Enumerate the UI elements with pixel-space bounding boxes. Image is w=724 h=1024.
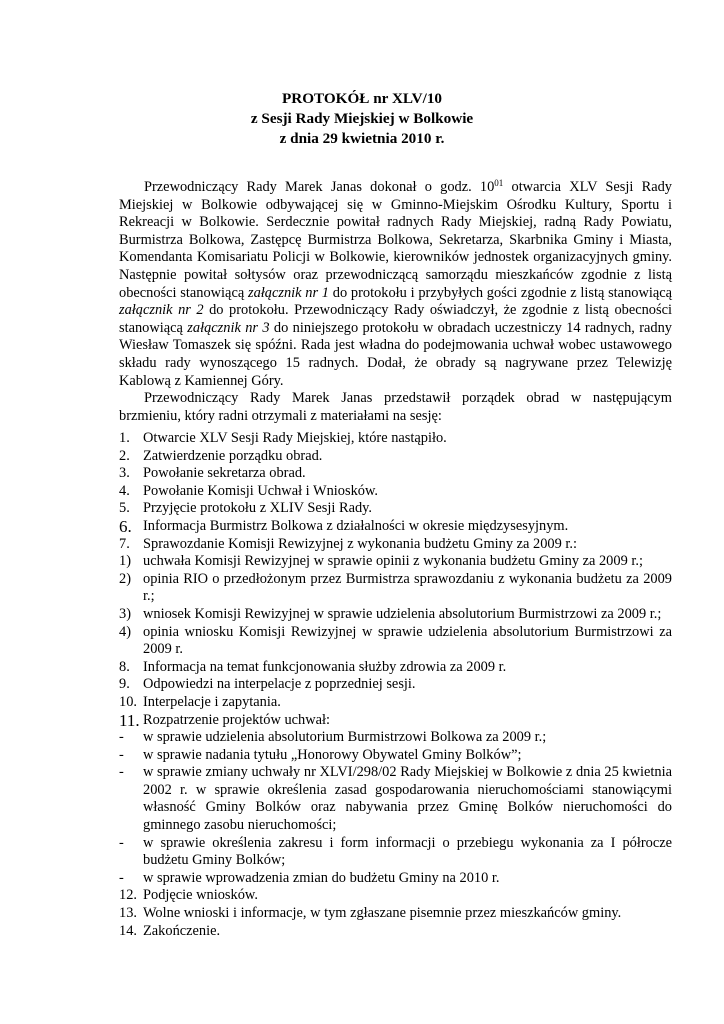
- agenda-item: [119, 676, 672, 694]
- agenda-marker: 9.: [119, 676, 130, 693]
- agenda-marker: 5.: [119, 500, 130, 517]
- agenda-marker: 3.: [119, 465, 130, 482]
- agenda-marker: 6.: [119, 516, 132, 536]
- agenda-text: w sprawie udzielenia absolutorium Burmistrzowi Bolkowa za 2009 r.;: [143, 729, 547, 746]
- intro-p1-c: do protokołu i przybyłych gości zgodnie z listą stanowiącą: [329, 284, 673, 301]
- agenda-text: Interpelacje i zapytania.: [143, 693, 281, 710]
- agenda-item: [119, 712, 672, 730]
- agenda-resolution: [119, 835, 672, 870]
- intro-paragraph-1: [119, 179, 672, 390]
- agenda-marker: 4.: [119, 482, 130, 499]
- agenda-text: Wolne wnioski i informacje, w tym zgłaszane pisemnie przez mieszkańców gminy.: [143, 905, 622, 922]
- agenda-marker: 14.: [119, 922, 137, 939]
- title-line-1: PROTOKÓŁ nr XLV/10: [281, 90, 443, 107]
- agenda-marker: 11.: [119, 710, 140, 730]
- agenda-text: Powołanie sekretarza obrad.: [143, 465, 306, 482]
- intro-p1-a: Przewodniczący Rady Marek Janas dokonał o godz. 10: [144, 179, 495, 195]
- agenda-text: Informacja na temat funkcjonowania służby zdrowia za 2009 r.: [143, 658, 507, 675]
- agenda-resolution: [119, 729, 672, 747]
- agenda-item: [119, 448, 672, 466]
- intro-p1-d: do protokołu. Przewodniczący Rady oświadczył, że zgodnie z listą obecności stanowiącą: [119, 302, 672, 336]
- agenda-list: [119, 430, 672, 940]
- agenda-text: Rozpatrzenie projektów uchwał:: [143, 711, 331, 728]
- document-title: [0, 89, 724, 149]
- intro-p1-b: otwarcia XLV Sesji Rady Miejskiej w Bolkowie odbywającej się w Gminno-Miejskim Ośrodku Kultury, Sportu i Rekreacji w Bolkowie. Serdecznie powitał radnych Rady Miejskiej, radną Rady Powiatu, Burmistrza Bolkowa, Zastępcę Burmistrza Bolkowa, Sekretarza, Skarbnika Gminy i Miasta, Komendanta Komisariatu Policji w Bolkowie, kierowników jednostek organizacyjnych gminy. Następnie powitał sołtysów oraz przewodniczącą samorządu mieszkańców zgodnie z listą obecności stanowiącą: [119, 179, 672, 301]
- agenda-resolution: [119, 764, 672, 834]
- title-line-2: z Sesji Rady Miejskiej w Bolkowie: [250, 110, 474, 127]
- agenda-subitem: [119, 553, 672, 571]
- agenda-text: uchwała Komisji Rewizyjnej w sprawie opinii z wykonania budżetu Gminy za 2009 r.;: [143, 553, 643, 570]
- title-line-3: z dnia 29 kwietnia 2010 r.: [279, 130, 445, 147]
- agenda-item: [119, 500, 672, 518]
- dash-marker: -: [119, 764, 124, 781]
- agenda-text: wniosek Komisji Rewizyjnej w sprawie udzielenia absolutorium Burmistrzowi za 2009 r.;: [143, 605, 662, 622]
- dash-marker: -: [119, 834, 124, 851]
- agenda-subitem: [119, 571, 672, 606]
- agenda-item: [119, 694, 672, 712]
- agenda-text: Przyjęcie protokołu z XLIV Sesji Rady.: [143, 500, 373, 517]
- agenda-item: [119, 923, 672, 941]
- intro-p1-time-minutes: 01: [494, 178, 504, 188]
- agenda-text: opinia wniosku Komisji Rewizyjnej w sprawie udzielenia absolutorium Burmistrzowi za 2009 r.: [143, 623, 672, 658]
- agenda-marker: 3): [119, 605, 131, 622]
- agenda-marker: 13.: [119, 905, 137, 922]
- agenda-text: opinia RIO o przedłożonym przez Burmistrza sprawozdaniu z wykonania budżetu za 2009 r.;: [143, 570, 672, 605]
- agenda-item: [119, 518, 672, 536]
- agenda-text: Powołanie Komisji Uchwał i Wniosków.: [143, 482, 379, 499]
- agenda-text: Zakończenie.: [143, 922, 221, 939]
- agenda-marker: 1.: [119, 430, 130, 446]
- agenda-text: w sprawie zmiany uchwały nr XLVI/298/02 Rady Miejskiej w Bolkowie z dnia 25 kwietnia 2002 r. w sprawie określenia zasad gospodarowania nieruchomościami stanowiącymi własność Gminy Bolków oraz nabywania przez Gminę Bolków nieruchomości do gminnego zasobu nieruchomości;: [143, 764, 672, 834]
- agenda-marker: 8.: [119, 658, 130, 675]
- agenda-text: w sprawie wprowadzenia zmian do budżetu Gminy na 2010 r.: [143, 869, 500, 886]
- dash-marker: -: [119, 746, 124, 763]
- attachment-ref-3: załącznik nr 3: [187, 319, 270, 336]
- attachment-ref-1: załącznik nr 1: [247, 284, 330, 301]
- agenda-marker: 12.: [119, 887, 137, 904]
- agenda-text: Odpowiedzi na interpelacje z poprzedniej sesji.: [143, 676, 416, 693]
- agenda-subitem: [119, 606, 672, 624]
- agenda-text: w sprawie określenia zakresu i form informacji o przebiegu wykonania za I półrocze budżetu Gminy Bolków;: [143, 834, 672, 869]
- intro-section: [119, 179, 672, 425]
- agenda-marker: 1): [119, 553, 131, 570]
- agenda-marker: 2.: [119, 447, 130, 464]
- agenda-text: w sprawie nadania tytułu „Honorowy Obywatel Gminy Bolków”;: [143, 746, 522, 763]
- agenda-text: Sprawozdanie Komisji Rewizyjnej z wykonania budżetu Gminy za 2009 r.:: [143, 535, 578, 552]
- intro-p1-e: do niniejszego protokołu w obradach uczestniczy 14 radnych, radny Wiesław Tomaszek się spóźni. Rada jest władna do podejmowania uchwał wobec ustawowego składu rady wynoszącego 15 radnych. Dodał, że obrady są nagrywane przez Telewizję Kablową z Kamiennej Góry.: [119, 319, 672, 389]
- agenda-item: [119, 905, 672, 923]
- attachment-ref-2: załącznik nr 2: [119, 302, 204, 319]
- agenda-resolution: [119, 870, 672, 888]
- agenda-item: [119, 430, 672, 448]
- dash-marker: -: [119, 869, 124, 886]
- agenda-marker: 4): [119, 623, 131, 640]
- intro-paragraph-2: Przewodniczący Rady Marek Janas przedstawił porządek obrad w następującym brzmieniu, który radni otrzymali z materiałami na sesję:: [119, 390, 672, 424]
- agenda-subitem: [119, 624, 672, 659]
- dash-marker: -: [119, 729, 124, 746]
- agenda-text: Informacja Burmistrz Bolkowa z działalności w okresie międzysesyjnym.: [143, 517, 569, 534]
- agenda-marker: 10.: [119, 693, 137, 710]
- agenda-marker: 7.: [119, 535, 130, 552]
- agenda-item: [119, 887, 672, 905]
- agenda-item: [119, 465, 672, 483]
- agenda-resolution: [119, 747, 672, 765]
- agenda-item: [119, 483, 672, 501]
- agenda-marker: 2): [119, 570, 131, 587]
- agenda-item: [119, 659, 672, 677]
- agenda-item: [119, 536, 672, 554]
- agenda-text: Zatwierdzenie porządku obrad.: [143, 447, 323, 464]
- agenda-text: Otwarcie XLV Sesji Rady Miejskiej, które nastąpiło.: [143, 430, 447, 446]
- agenda-text: Podjęcie wniosków.: [143, 887, 258, 904]
